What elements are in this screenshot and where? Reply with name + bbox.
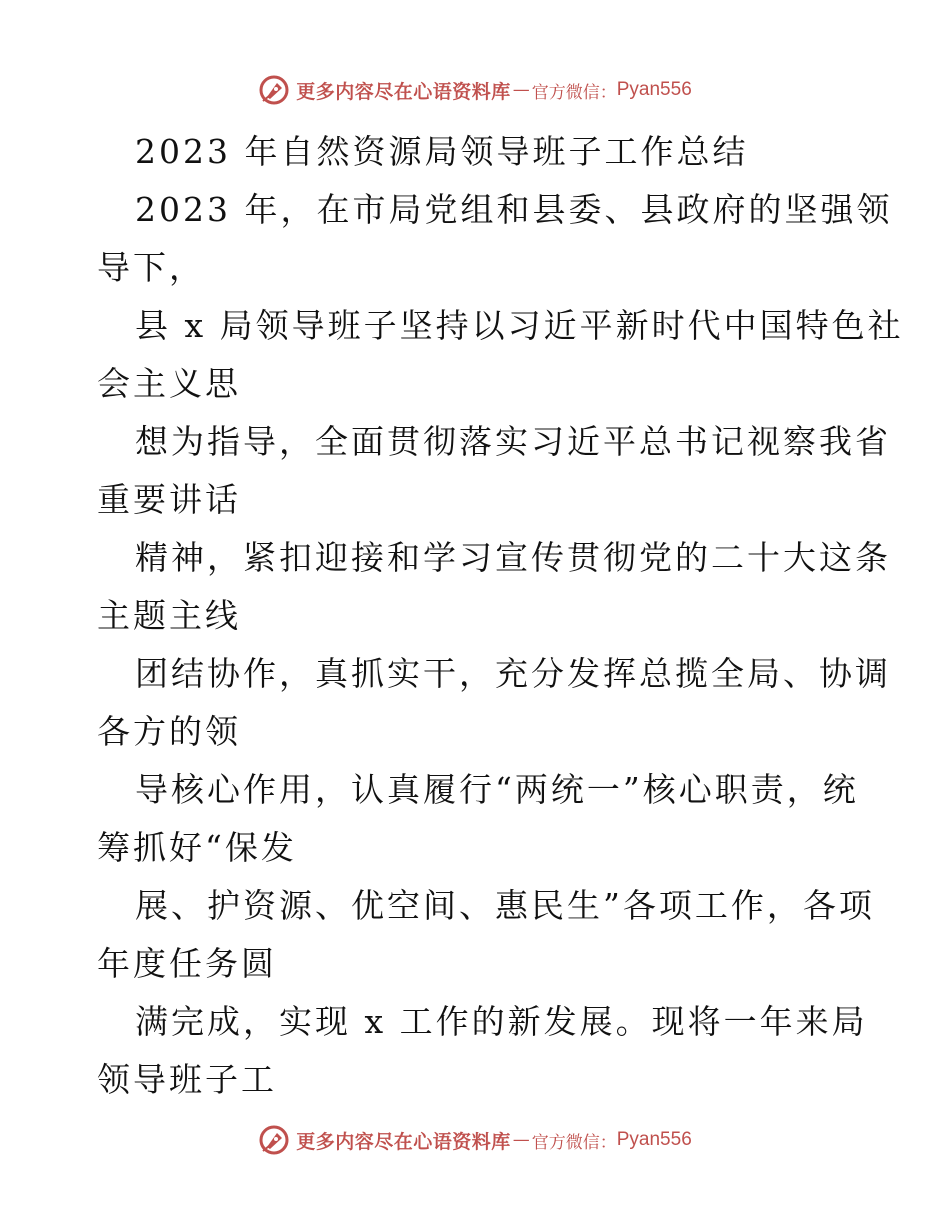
paragraph-line: 重要讲话 — [97, 480, 241, 519]
banner-wechat-label: 官方微信： — [531, 1132, 617, 1153]
paragraph-line: 精神，紧扣迎接和学习宣传贯彻党的二十大这条 — [135, 538, 891, 577]
paragraph-line: 领导班子工 — [97, 1060, 277, 1099]
paragraph-line: 主题主线 — [97, 596, 241, 635]
banner-separator: — — [512, 80, 530, 100]
footer-watermark-banner — [0, 1120, 950, 1160]
banner-main-text: 更多内容尽在心语资料库 — [296, 1130, 511, 1153]
paragraph-line: 满完成，实现 x 工作的新发展。现将一年来局 — [135, 1002, 868, 1041]
paragraph-line: 想为指导，全面贯彻落实习近平总书记视察我省 — [135, 422, 891, 461]
paragraph-line: 筹抓好“保发 — [97, 828, 297, 867]
paragraph-line: 年度任务圆 — [97, 944, 277, 983]
paragraph-line: 会主义思 — [97, 364, 241, 403]
paragraph-line: 县 x 局领导班子坚持以习近平新时代中国特色社 — [135, 306, 904, 345]
paragraph-line: 2023 年，在市局党组和县委、县政府的坚强领 — [135, 190, 893, 229]
document-title: 2023 年自然资源局领导班子工作总结 — [135, 132, 749, 171]
pen-nib-logo-icon — [258, 74, 290, 106]
banner-wechat-id: Pyan556 — [616, 1129, 692, 1150]
paragraph-line: 团结协作，真抓实干，充分发挥总揽全局、协调 — [135, 654, 891, 693]
banner-main-text: 更多内容尽在心语资料库 — [296, 80, 511, 103]
document-body — [97, 123, 904, 1109]
header-watermark-banner — [0, 70, 950, 110]
paragraph-line: 展、护资源、优空间、惠民生”各项工作，各项 — [135, 886, 875, 925]
paragraph-line: 导下， — [97, 248, 205, 287]
banner-wechat-id: Pyan556 — [616, 79, 692, 100]
paragraph-line: 导核心作用，认真履行“两统一”核心职责，统 — [135, 770, 859, 809]
paragraph-line: 各方的领 — [97, 712, 241, 751]
pen-nib-logo-icon — [258, 1124, 290, 1156]
banner-wechat-label: 官方微信： — [531, 82, 617, 103]
banner-separator: — — [512, 1130, 530, 1150]
